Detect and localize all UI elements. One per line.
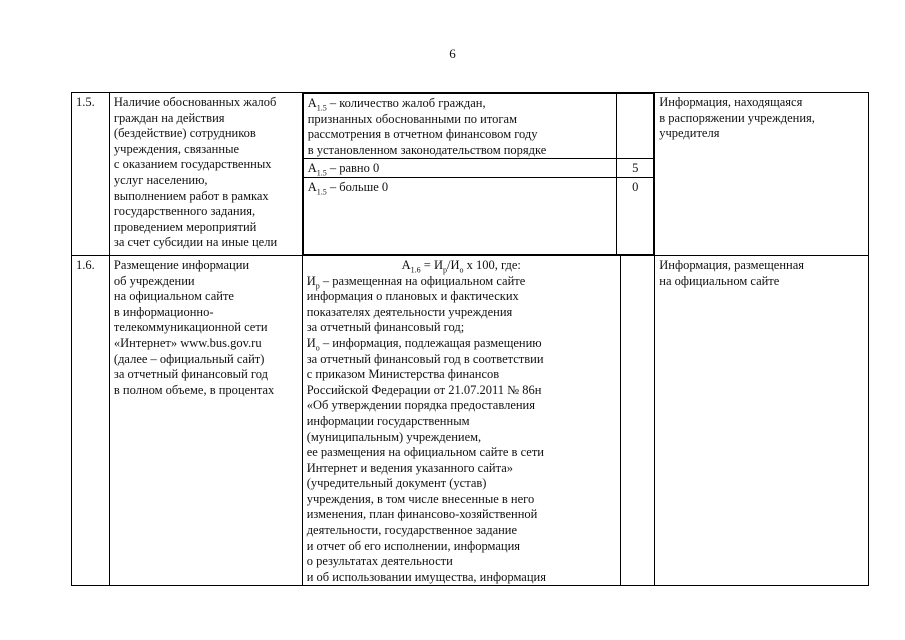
- score-value: [620, 255, 654, 585]
- page-number: 6: [449, 46, 456, 61]
- info-source: Информация, размещенная на официальном сайте: [655, 255, 869, 585]
- row-number: 1.5.: [72, 93, 110, 256]
- condition-row: [303, 159, 654, 178]
- formula-cell: $A_{1.6} = И_р/И_о$ x 100, где: $И_р$ – размещенная на официальном сайте информация о плановых и фактических показателях деятельности учреждения за отчетный финансовый год; $И_о$ – информация, подлежащая размещению за отчетный финансовый год в соответствии с приказом Министерства финансов Российской Федерации от 21.07.2011 № 86н «Об утверждении порядка предоставления информации государственным (муниципальным) учреждением, ее размещения на официальном сайте в сети Интернет и ведения указанного сайта» (учредительный документ (устав) учреждения, в том числе внесенные в него изменения, план финансово-хозяйственной деятельности, государственное задание и отчет об его исполнении, информация о результатах деятельности и об использовании имущества, информация: [302, 255, 620, 585]
- table-row: [72, 255, 869, 585]
- indicator-name: Наличие обоснованных жалоб граждан на действия (бездействие) сотрудников учреждения, связанные с оказанием государственных услуг населению, выполнением работ в рамках государственного задания, проведением мероприятий за счет субсидии на иные цели: [109, 93, 302, 256]
- indicator-name: Размещение информации об учреждении на официальном сайте в информационно- телекоммуникационной сети «Интернет» www.bus.gov.ru (далее – официальный сайт) за отчетный финансовый год в полном объеме, в процентах: [109, 255, 302, 585]
- formula-cell: [302, 93, 655, 256]
- formula-definition: $A_{1.5}$ – количество жалоб граждан, признанных обоснованными по итогам рассмотрения в отчетном финансовом году в установленном законодательством порядке: [303, 94, 617, 159]
- info-source: Информация, находящаяся в распоряжении учреждения, учредителя: [655, 93, 869, 256]
- formula-expression: $A_{1.6} = И_р/И_о$ x 100, где:: [401, 257, 521, 275]
- table-row: [72, 93, 869, 256]
- condition-text: $A_{1.5}$ – равно 0: [303, 159, 617, 178]
- score-value: 0: [617, 177, 654, 254]
- score-value: 5: [617, 159, 654, 178]
- condition-text: $A_{1.5}$ – больше 0: [303, 177, 617, 254]
- condition-row: [303, 177, 654, 254]
- indicators-table: [71, 92, 869, 586]
- formula-conditions: [303, 93, 655, 255]
- row-number: 1.6.: [72, 255, 110, 585]
